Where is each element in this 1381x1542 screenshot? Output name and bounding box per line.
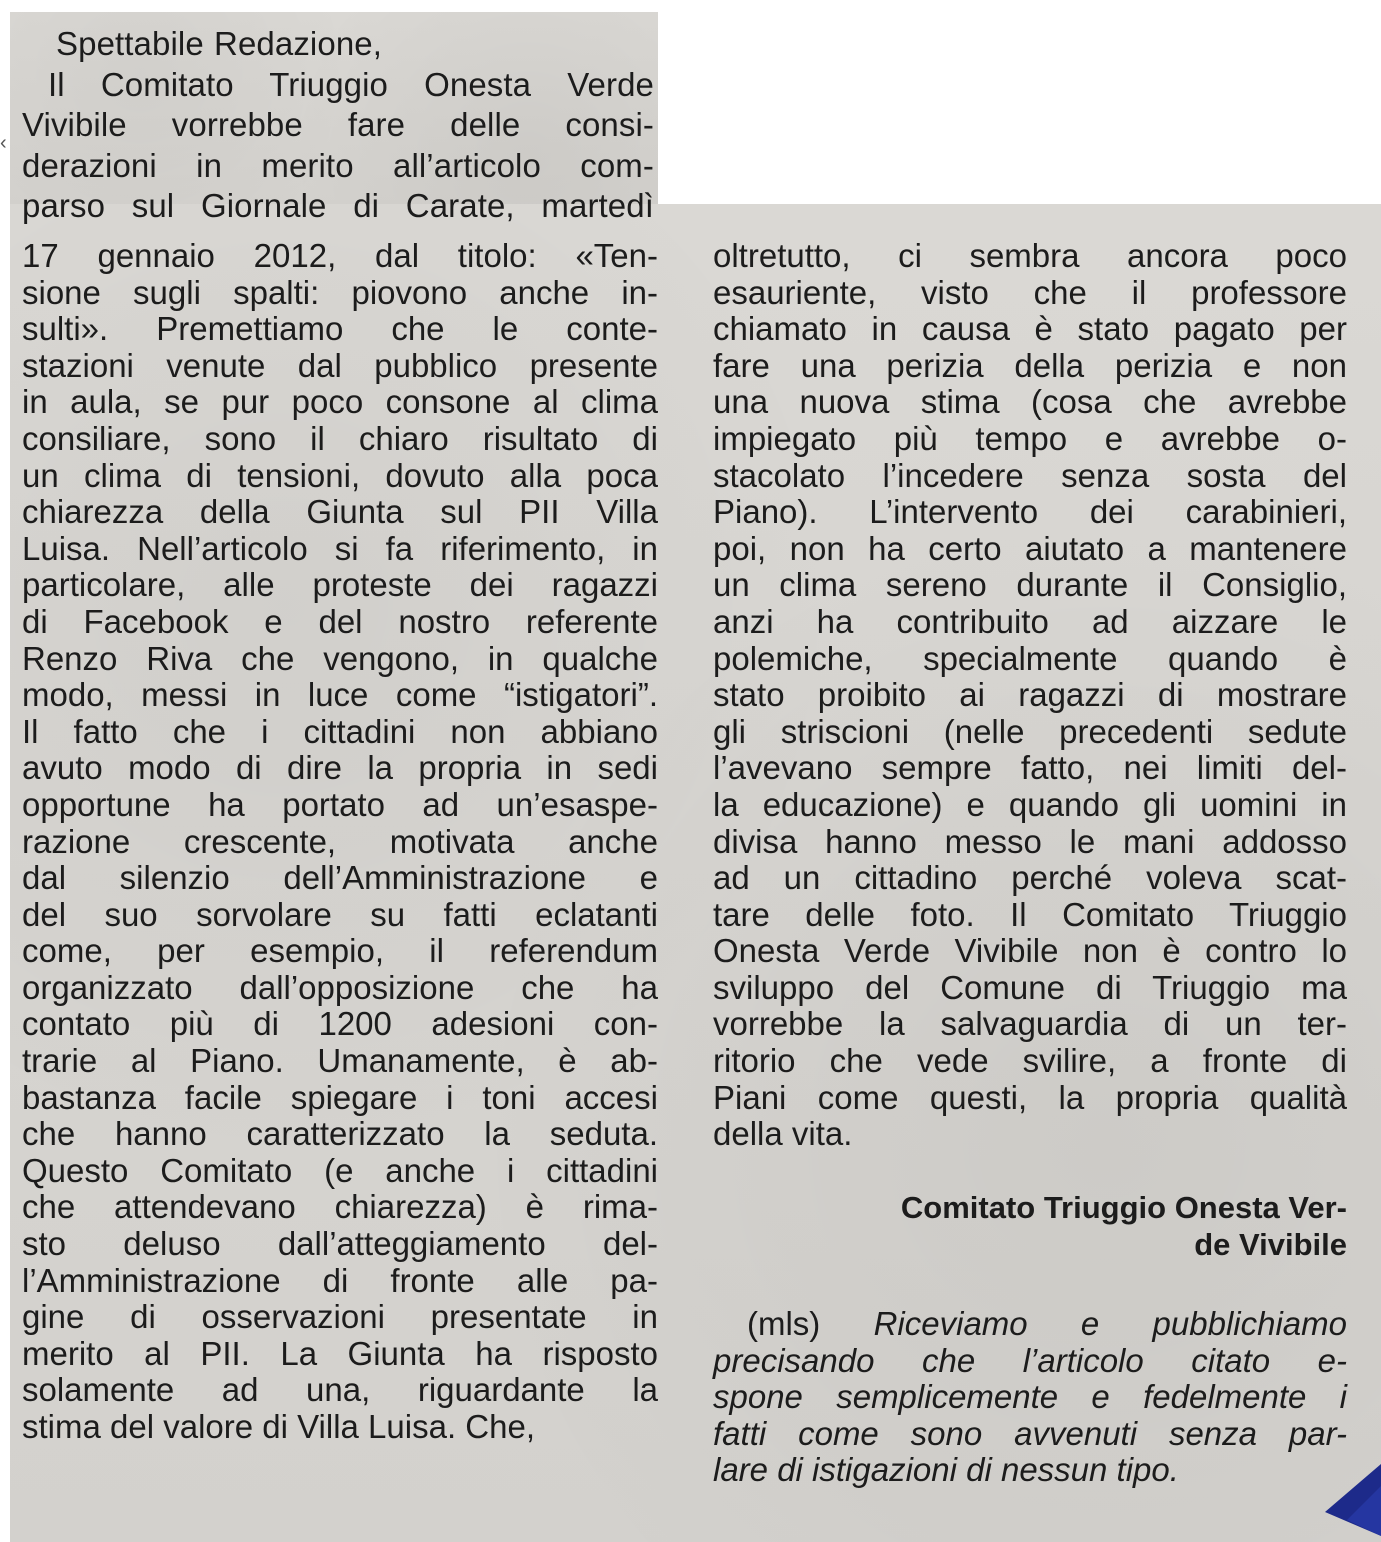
text-line: anzi ha contribuito ad aizzare le bbox=[713, 602, 1348, 640]
text-line: tare delle foto. Il Comitato Triuggio bbox=[713, 895, 1347, 933]
editor-note-line: fatti come sono avvenuti senza par- bbox=[713, 1414, 1347, 1452]
text-line: di Facebook e del nostro referente bbox=[22, 602, 658, 640]
text-line: che hanno caratterizzato la seduta. bbox=[22, 1115, 658, 1153]
text-line: particolare, alle proteste dei ragazzi bbox=[22, 566, 658, 604]
text-line: stato proibito ai ragazzi di mostrare bbox=[713, 676, 1348, 714]
text-line: l’Amministrazione di fronte alle pa- bbox=[22, 1261, 658, 1299]
text-line: merito al PII. La Giunta ha risposto bbox=[22, 1334, 659, 1372]
editor-note bbox=[713, 1306, 1347, 1489]
text-line: stacolato l’incedere senza sosta del bbox=[713, 456, 1347, 494]
editor-note-text: Riceviamo e pubblichiamo bbox=[873, 1305, 1347, 1342]
text-line: un clima sereno durante il Consiglio, bbox=[713, 566, 1347, 604]
text-line: Il fatto che i cittadini non abbiano bbox=[22, 712, 658, 750]
text-line: chiarezza della Giunta sul PII Villa bbox=[22, 493, 658, 531]
text-line: una nuova stima (cosa che avrebbe bbox=[713, 383, 1348, 421]
text-line: stima del valore di Villa Luisa. Che, bbox=[22, 1408, 535, 1445]
text-line: l’avevano sempre fatto, nei limiti del- bbox=[713, 749, 1347, 787]
text-line: oltretutto, ci sembra ancora poco bbox=[713, 237, 1347, 274]
text-line: della vita. bbox=[713, 1115, 853, 1153]
text-line: organizzato dall’opposizione che ha bbox=[22, 968, 658, 1006]
text-line: chiamato in causa è stato pagato per bbox=[713, 310, 1348, 348]
text-line: Questo Comitato (e anche i cittadini bbox=[22, 1151, 659, 1189]
intro-line: parso sul Giornale di Carate, martedì bbox=[22, 187, 654, 224]
corner-arrow-icon bbox=[1321, 1446, 1381, 1536]
letter-intro bbox=[22, 24, 654, 227]
text-line: gli striscioni (nelle precedenti sedute bbox=[713, 712, 1347, 750]
text-line: Renzo Riva che vengono, in qualche bbox=[22, 639, 658, 677]
text-line: Piano). L’intervento dei carabinieri, bbox=[713, 493, 1347, 531]
signature-line: de Vivibile bbox=[1194, 1226, 1347, 1262]
text-line: sione sugli spalti: piovono anche in- bbox=[22, 273, 658, 311]
editor-note-line: precisando che l’articolo citato e- bbox=[713, 1341, 1347, 1379]
text-line: impiegato più tempo e avrebbe o- bbox=[713, 419, 1347, 457]
text-line: un clima di tensioni, dovuto alla poca bbox=[22, 456, 658, 494]
text-line: stazioni venute dal pubblico presente bbox=[22, 346, 658, 384]
text-line: dal silenzio dell’Amministrazione e bbox=[22, 859, 658, 897]
text-line: trarie al Piano. Umanamente, è ab- bbox=[22, 1042, 658, 1080]
editor-note-line: spone semplicemente e fedelmente i bbox=[713, 1378, 1347, 1416]
text-line: sviluppo del Comune di Triuggio ma bbox=[713, 968, 1348, 1006]
editor-note-line: lare di istigazioni di nessun tipo. bbox=[713, 1451, 1179, 1489]
text-line: sulti». Premettiamo che le conte- bbox=[22, 310, 658, 348]
text-line: che attendevano chiarezza) è rima- bbox=[22, 1188, 658, 1226]
intro-line: Vivibile vorrebbe fare delle consi- bbox=[22, 106, 654, 143]
intro-line: derazioni in merito all’articolo com- bbox=[22, 146, 654, 184]
text-line: sto deluso dall’atteggiamento del- bbox=[22, 1225, 658, 1263]
text-line: opportune ha portato ad un’esaspe- bbox=[22, 785, 658, 823]
text-line: in aula, se pur poco consone al clima bbox=[22, 383, 659, 421]
text-line: contato più di 1200 adesioni con- bbox=[22, 1005, 658, 1043]
text-line: del suo sorvolare su fatti eclatanti bbox=[22, 895, 659, 933]
text-line: Piani come questi, la propria qualità bbox=[713, 1078, 1347, 1116]
signature bbox=[713, 1190, 1347, 1263]
text-line: 17 gennaio 2012, dal titolo: «Ten- bbox=[22, 237, 658, 274]
text-line: vorrebbe la salvaguardia di un ter- bbox=[713, 1005, 1347, 1043]
text-line: divisa hanno messo le mani addosso bbox=[713, 822, 1347, 860]
right-column bbox=[713, 238, 1347, 1153]
text-line: bastanza facile spiegare i toni accesi bbox=[22, 1078, 658, 1116]
text-line: gine di osservazioni presentate in bbox=[22, 1298, 658, 1336]
text-line: esauriente, visto che il professore bbox=[713, 273, 1347, 311]
text-line: razione crescente, motivata anche bbox=[22, 822, 658, 860]
intro-line: Il Comitato Triuggio Onesta Verde bbox=[48, 65, 654, 103]
salutation: Spettabile Redazione, bbox=[56, 25, 382, 62]
text-line: modo, messi in luce come “istigatori”. bbox=[22, 676, 658, 714]
text-line: fare una perizia della perizia e non bbox=[713, 346, 1347, 384]
editor-note-prefix: (mls) bbox=[747, 1305, 821, 1342]
text-line: poi, non ha certo aiutato a mantenere bbox=[713, 529, 1347, 567]
text-line: ritorio che vede svilire, a fronte di bbox=[713, 1042, 1347, 1080]
editor-note-line bbox=[713, 1306, 1347, 1343]
text-line: la educazione) e quando gli uomini in bbox=[713, 785, 1347, 823]
text-line: solamente ad una, riguardante la bbox=[22, 1371, 659, 1409]
scan-edge-mark: ‹ bbox=[0, 132, 7, 154]
text-line: come, per esempio, il referendum bbox=[22, 932, 658, 970]
text-line: Onesta Verde Vivibile non è contro lo bbox=[713, 932, 1348, 970]
text-line: ad un cittadino perché voleva scat- bbox=[713, 859, 1347, 897]
signature-line: Comitato Triuggio Onesta Ver- bbox=[900, 1190, 1347, 1225]
text-line: Luisa. Nell’articolo si fa riferimento, in bbox=[22, 529, 658, 567]
text-line: polemiche, specialmente quando è bbox=[713, 639, 1347, 677]
text-line: avuto modo di dire la propria in sedi bbox=[22, 749, 658, 787]
text-line: consiliare, sono il chiaro risultato di bbox=[22, 419, 658, 457]
left-column bbox=[22, 238, 658, 1446]
